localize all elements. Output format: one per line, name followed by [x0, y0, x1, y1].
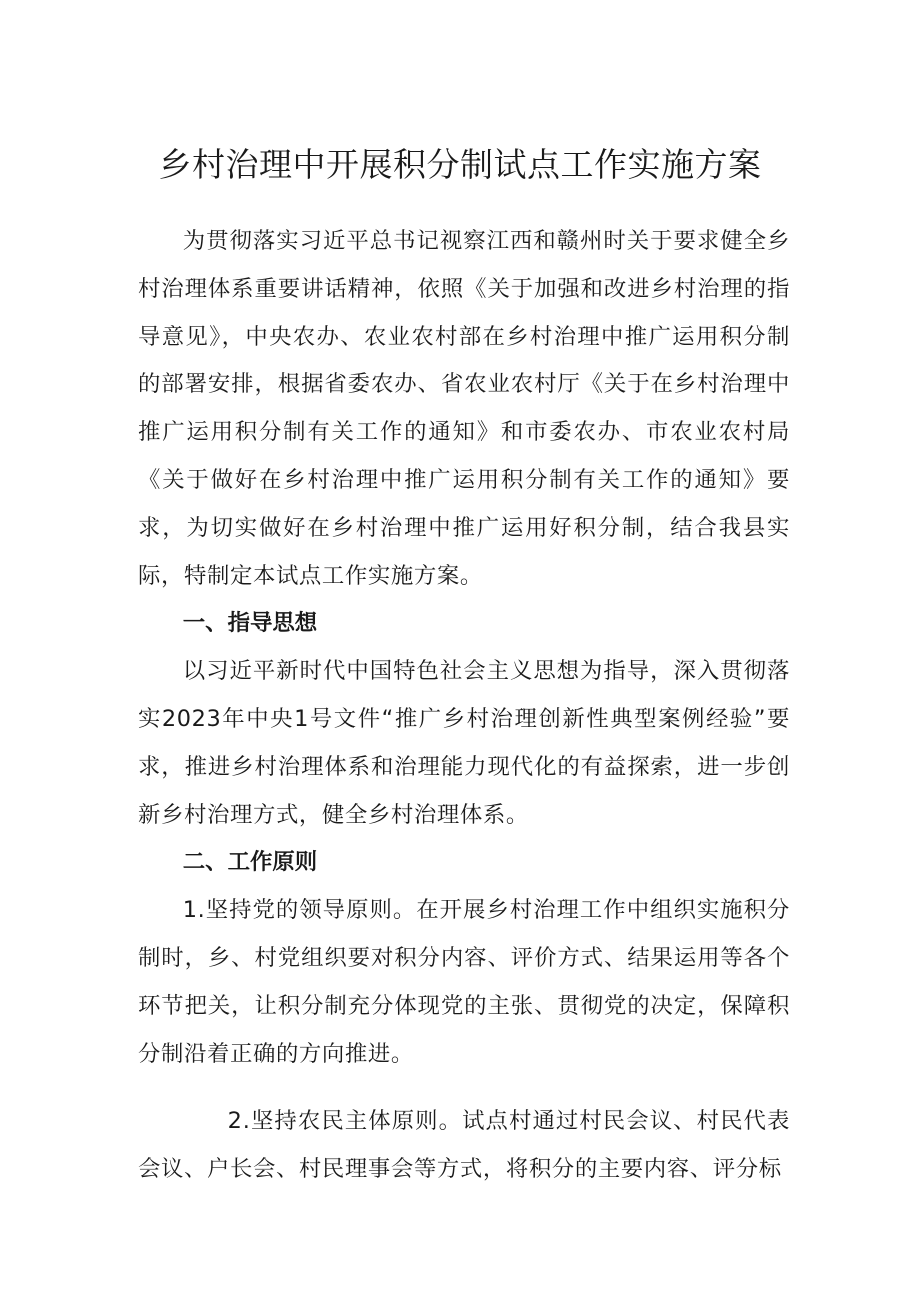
- guiding-ideology-paragraph: 以习近平新时代中国特色社会主义思想为指导，深入贯彻落实2023年中央1号文件“推广乡村治理创新性典型案例经验”要求，推进乡村治理体系和治理能力现代化的有益探索，进一步创新乡村治理方式，健全乡村治理体系。: [138, 658, 790, 828]
- section-heading-guiding-ideology: 一、指导思想: [182, 610, 318, 637]
- document-body: [138, 218, 790, 1194]
- intro-paragraph: 为贯彻落实习近平总书记视察江西和赣州时关于要求健全乡村治理体系重要讲话精神，依照《关于加强和改进乡村治理的指导意见》，中央农办、农业农村部在乡村治理中推广运用积分制的部署安排，根据省委农办、省农业农村厅《关于在乡村治理中推广运用积分制有关工作的通知》和市委农办、市农业农村局《关于做好在乡村治理中推广运用积分制有关工作的通知》要求，为切实做好在乡村治理中推广运用好积分制，结合我县实际，特制定本试点工作实施方案。: [138, 228, 790, 589]
- paragraph-gap: [138, 1078, 790, 1098]
- section-heading-work-principles: 二、工作原则: [182, 849, 318, 876]
- principle-item-2: [138, 1098, 790, 1194]
- document-title: 乡村治理中开展积分制试点工作实施方案: [158, 145, 762, 184]
- principle-item-2-text: .坚持农民主体原则。试点村通过村民会议、村民代表会议、户长会、村民理事会等方式，将积分的主要内容、评分标: [138, 1108, 790, 1183]
- principle-item-2-number: 2: [227, 1108, 243, 1135]
- principle-item-1: 1.坚持党的领导原则。在开展乡村治理工作中组织实施积分制时，乡、村党组织要对积分内容、评价方式、结果运用等各个环节把关，让积分制充分体现党的主张、贯彻党的决定，保障积分制沿着正确的方向推进。: [138, 897, 790, 1067]
